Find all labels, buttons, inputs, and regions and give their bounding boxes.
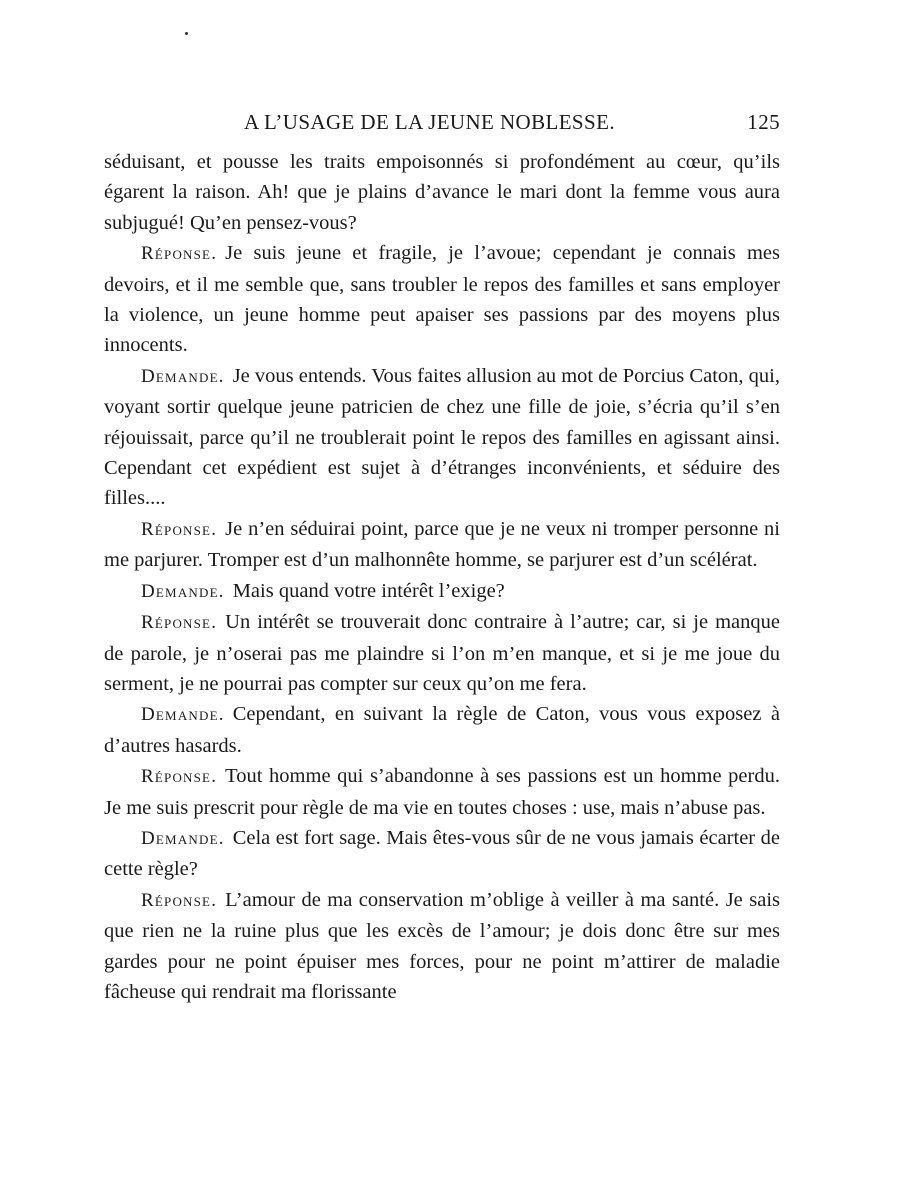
speaker-label: Demande. xyxy=(141,580,225,602)
paragraph-text: Je vous entends. Vous faites allusion au mot de Porcius Caton, qui, voyant sortir quelque jeune patricien de chez une fille de joie, s’écria qu’il s’en réjouissait, parce qu’il ne troublerait point le repos des familles en agissant ainsi. Cependant cet expédient est sujet à d’étranges inconvénients, et séduire des filles.... xyxy=(104,364,780,510)
paragraph xyxy=(104,823,780,885)
paragraph xyxy=(104,361,780,514)
speaker-label: Réponse. xyxy=(141,612,218,634)
paragraph-text: Un intérêt se trouverait donc contraire à l’autre; car, si je manque de parole, je n’oserai pas me plaindre si l’on m’en manque, et si je me joue du serment, je ne pourrai pas compter sur ceux qu’on me fera. xyxy=(104,611,780,695)
paragraph xyxy=(104,576,780,607)
speaker-label: Demande. xyxy=(141,704,225,726)
speaker-label: Réponse. xyxy=(141,518,218,540)
speaker-label: Réponse. xyxy=(141,243,218,265)
running-title: A L’USAGE DE LA JEUNE NOBLESSE. xyxy=(244,110,615,134)
speaker-label: Réponse. xyxy=(141,766,218,788)
page-number: 125 xyxy=(747,110,780,134)
page-body xyxy=(104,147,780,1007)
ink-speck xyxy=(185,32,188,35)
paragraph-text: Tout homme qui s’abandonne à ses passions est un homme perdu. Je me suis prescrit pour règle de ma vie en toutes choses : use, mais n’abuse pas. xyxy=(104,765,780,819)
speaker-label: Réponse. xyxy=(141,889,218,911)
running-head xyxy=(104,110,780,138)
paragraph xyxy=(104,238,780,361)
paragraph-text: Cependant, en suivant la règle de Caton, vous vous exposez à d’autres hasards. xyxy=(104,703,780,757)
paragraph-text: Mais quand votre intérêt l’exige? xyxy=(232,579,505,602)
paragraph-text: Je suis jeune et fragile, je l’avoue; cependant je connais mes devoirs, et il me semble que, sans troubler le repos des familles et sans employer la violence, un jeune homme peut apaiser ses passions par des moyens plus innocents. xyxy=(104,242,780,357)
paragraph xyxy=(104,514,780,576)
paragraph-text: Cela est fort sage. Mais êtes-vous sûr de ne vous jamais écarter de cette règle? xyxy=(104,826,780,881)
paragraph xyxy=(104,761,780,823)
paragraph xyxy=(104,885,780,1008)
paragraph xyxy=(104,147,780,238)
speaker-label: Demande. xyxy=(141,827,225,849)
speaker-label: Demande. xyxy=(141,365,225,387)
paragraph xyxy=(104,607,780,699)
paragraph-text: Je n’en séduirai point, parce que je ne veux ni tromper personne ni me parjurer. Tromper est d’un malhonnête homme, se parjurer est d’un scélérat. xyxy=(104,517,780,572)
paragraph-text: séduisant, et pousse les traits empoisonnés si profondément au cœur, qu’ils égarent la raison. Ah! que je plains d’avance le mari dont la femme vous aura subjugué! Qu’en pensez-vous? xyxy=(104,151,780,234)
paragraph-text: L’amour de ma conservation m’oblige à veiller à ma santé. Je sais que rien ne la ruine plus que les excès de l’amour; je dois donc être sur mes gardes pour ne point épuiser mes forces, pour ne point m’attirer de maladie fâcheuse qui rendrait ma florissante xyxy=(104,888,780,1003)
paragraph xyxy=(104,699,780,761)
